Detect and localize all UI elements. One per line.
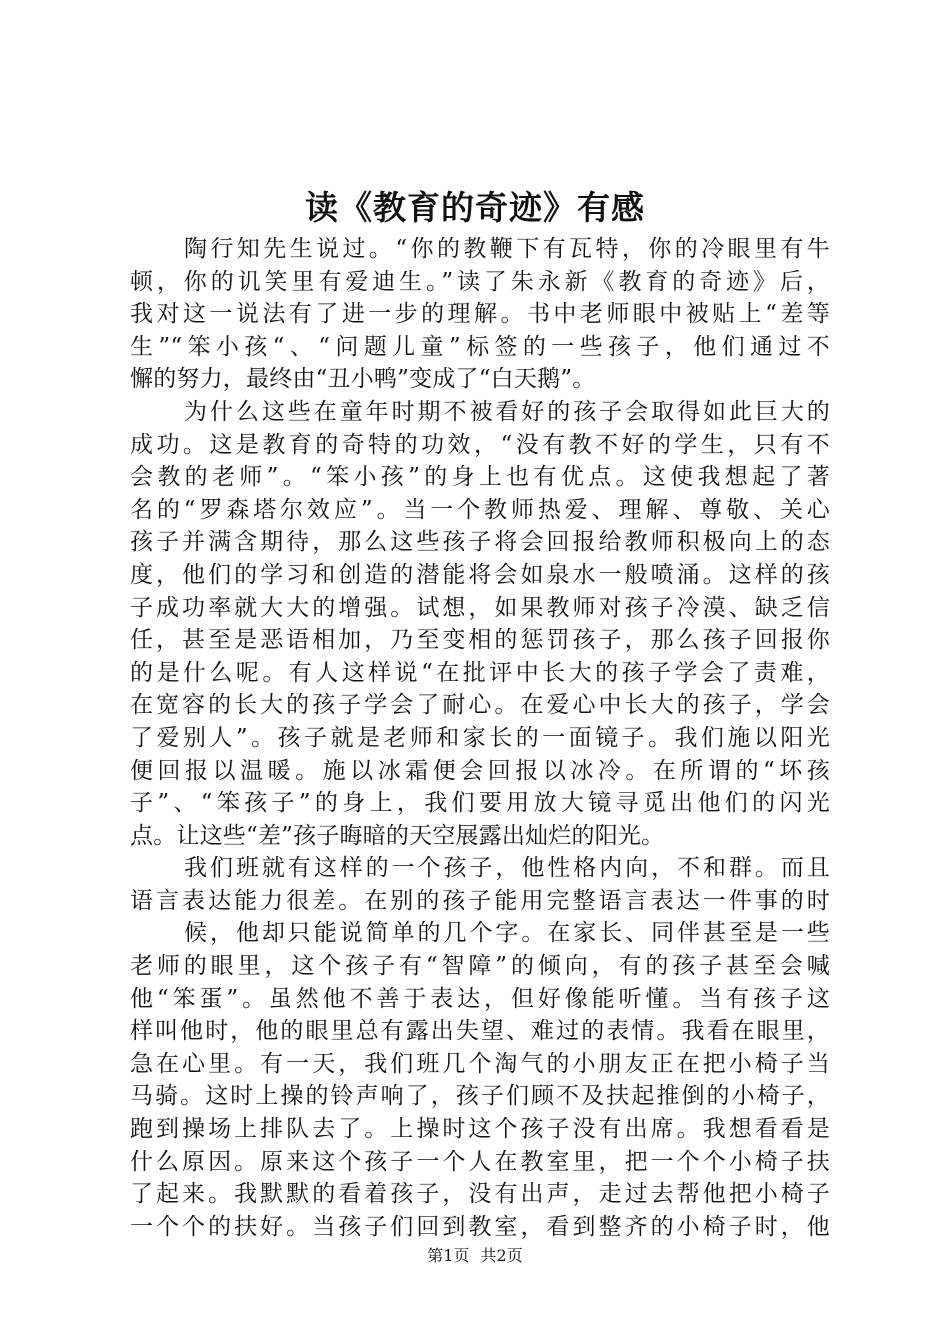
text-line: 了起来。我默默的看着孩子，没有出声，走过去帮他把小椅子 bbox=[130, 1181, 830, 1208]
page-footer bbox=[0, 1246, 950, 1266]
text-line: 任，甚至是恶语相加，乃至变相的惩罚孩子，那么孩子回报你 bbox=[130, 627, 830, 654]
page-number: 第1页 bbox=[427, 1246, 470, 1265]
text-line: 名的“罗森塔尔效应”。当一个教师热爱、理解、尊敬、关心 bbox=[130, 496, 830, 523]
text-line: 一个个的扶好。当孩子们回到教室，看到整齐的小椅子时，他 bbox=[130, 1213, 830, 1240]
text-line: 顿，你的讥笑里有爱迪生。”读了朱永新《教育的奇迹》后， bbox=[130, 268, 830, 295]
text-line: 我们班就有这样的一个孩子，他性格内向，不和群。而且 bbox=[184, 855, 830, 882]
text-line: 便回报以温暖。施以冰霜便会回报以冰冷。在所谓的“坏孩 bbox=[130, 757, 830, 784]
text-line: 度，他们的学习和创造的潜能将会如泉水一般喷涌。这样的孩 bbox=[130, 561, 830, 588]
text-line: 样叫他时，他的眼里总有露出失望、难过的表情。我看在眼里， bbox=[130, 1018, 830, 1045]
text-line: 在宽容的长大的孩子学会了耐心。在爱心中长大的孩子，学会 bbox=[130, 692, 830, 719]
text-line: 子”、“笨孩子”的身上，我们要用放大镜寻觅出他们的闪光 bbox=[130, 790, 830, 817]
text-line: 成功。这是教育的奇特的功效，“没有教不好的学生，只有不 bbox=[130, 431, 830, 458]
text-line: 陶行知先生说过。“你的教鞭下有瓦特，你的冷眼里有牛 bbox=[184, 236, 830, 262]
text-line: 子成功率就大大的增强。试想，如果教师对孩子冷漠、缺乏信 bbox=[130, 594, 830, 621]
text-line: 什么原因。原来这个孩子一个人在教室里，把一个个小椅子扶 bbox=[130, 1148, 830, 1175]
text-line: 懈的努力，最终由“丑小鸭”变成了“白天鹅”。 bbox=[130, 366, 596, 393]
text-line: 跑到操场上排队去了。上操时这个孩子没有出席。我想看看是 bbox=[130, 1116, 830, 1143]
text-line: 了爱别人”。孩子就是老师和家长的一面镜子。我们施以阳光 bbox=[130, 724, 830, 751]
text-line: 的是什么呢。有人这样说“在批评中长大的孩子学会了责难， bbox=[130, 659, 830, 686]
page-total: 共2页 bbox=[480, 1246, 523, 1265]
text-line: 急在心里。有一天，我们班几个淘气的小朋友正在把小椅子当 bbox=[130, 1050, 830, 1077]
text-line: 会教的老师”。“笨小孩”的身上也有优点。这使我想起了著 bbox=[130, 464, 830, 491]
text-line: 老师的眼里，这个孩子有“智障”的倾向，有的孩子甚至会喊 bbox=[130, 953, 830, 980]
document-title: 读《教育的奇迹》有感 bbox=[305, 188, 645, 227]
text-line: 生”“笨小孩“、“问题儿童”标签的一些孩子，他们通过不 bbox=[130, 333, 830, 360]
text-line: 孩子并满含期待，那么这些孩子将会回报给教师积极向上的态 bbox=[130, 529, 830, 556]
text-line: 候，他却只能说简单的几个字。在家长、同伴甚至是一些 bbox=[184, 920, 830, 947]
text-line: 我对这一说法有了进一步的理解。书中老师眼中被贴上“差等 bbox=[130, 301, 830, 328]
text-line: 他“笨蛋”。虽然他不善于表达，但好像能听懂。当有孩子这 bbox=[130, 985, 830, 1012]
text-line: 马骑。这时上操的铃声响了，孩子们顾不及扶起推倒的小椅子， bbox=[130, 1083, 830, 1110]
text-line: 为什么这些在童年时期不被看好的孩子会取得如此巨大的 bbox=[184, 398, 830, 425]
text-line: 语言表达能力很差。在别的孩子能用完整语言表达一件事的时 bbox=[130, 887, 830, 914]
document-body bbox=[130, 233, 830, 1243]
text-line: 点。让这些“差”孩子晦暗的天空展露出灿烂的阳光。 bbox=[130, 822, 665, 849]
